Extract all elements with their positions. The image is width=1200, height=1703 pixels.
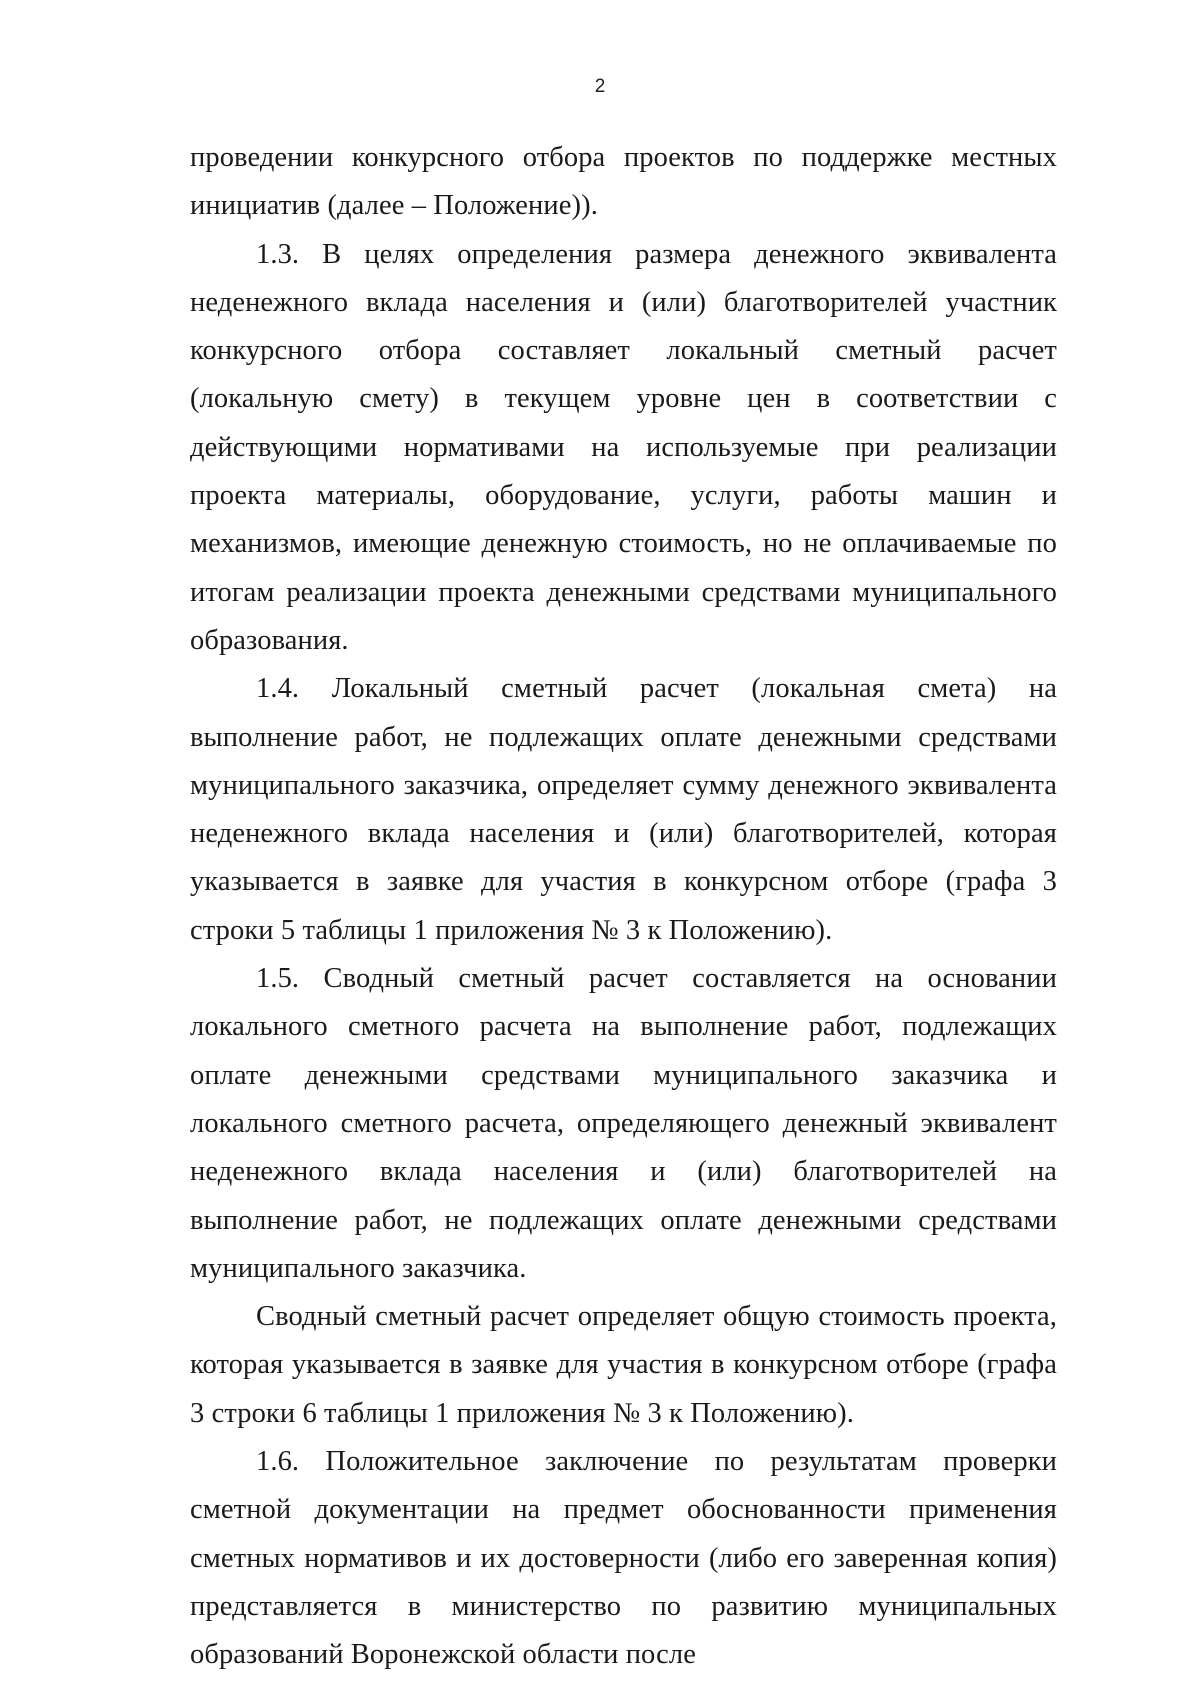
paragraph-1-6: 1.6. Положительное заключение по результатам проверки сметной документации на предмет обоснованности применения сметных нормативов и их достоверности (либо его заверенная копия) представляется в министерство по развитию муниципальных образований Воронежской области после: [190, 1446, 1057, 1671]
paragraph-1-3: 1.3. В целях определения размера денежного эквивалента неденежного вклада населения и (или) благотворителей участник конкурсного отбора составляет локальный сметный расчет (локальную смету) в текущем уровне цен в соответствии с действующими нормативами на используемые при реализации проекта материалы, оборудование, услуги, работы машин и механизмов, имеющие денежную стоимость, но не оплачиваемые по итогам реализации проекта денежными средствами муниципального образования.: [190, 238, 1057, 656]
paragraph-1-4: 1.4. Локальный сметный расчет (локальная смета) на выполнение работ, не подлежащих оплате денежными средствами муниципального заказчика, определяет сумму денежного эквивалента неденежного вклада населения и (или) благотворителей, которая указывается в заявке для участия в конкурсном отборе (графа 3 строки 5 таблицы 1 приложения № 3 к Положению).: [190, 673, 1057, 946]
document-body: [190, 134, 1057, 1680]
paragraph-1-5-cont: Сводный сметный расчет определяет общую стоимость проекта, которая указывается в заявке для участия в конкурсном отборе (графа 3 строки 6 таблицы 1 приложения № 3 к Положению).: [190, 1301, 1057, 1429]
paragraph-continuation: проведении конкурсного отбора проектов по поддержке местных инициатив (далее – Положение)).: [190, 142, 1057, 222]
paragraph-1-5: 1.5. Сводный сметный расчет составляется на основании локального сметного расчета на выполнение работ, подлежащих оплате денежными средствами муниципального заказчика и локального сметного расчета, определяющего денежный эквивалент неденежного вклада населения и (или) благотворителей на выполнение работ, не подлежащих оплате денежными средствами муниципального заказчика.: [190, 963, 1057, 1284]
page-number: 2: [594, 76, 606, 97]
